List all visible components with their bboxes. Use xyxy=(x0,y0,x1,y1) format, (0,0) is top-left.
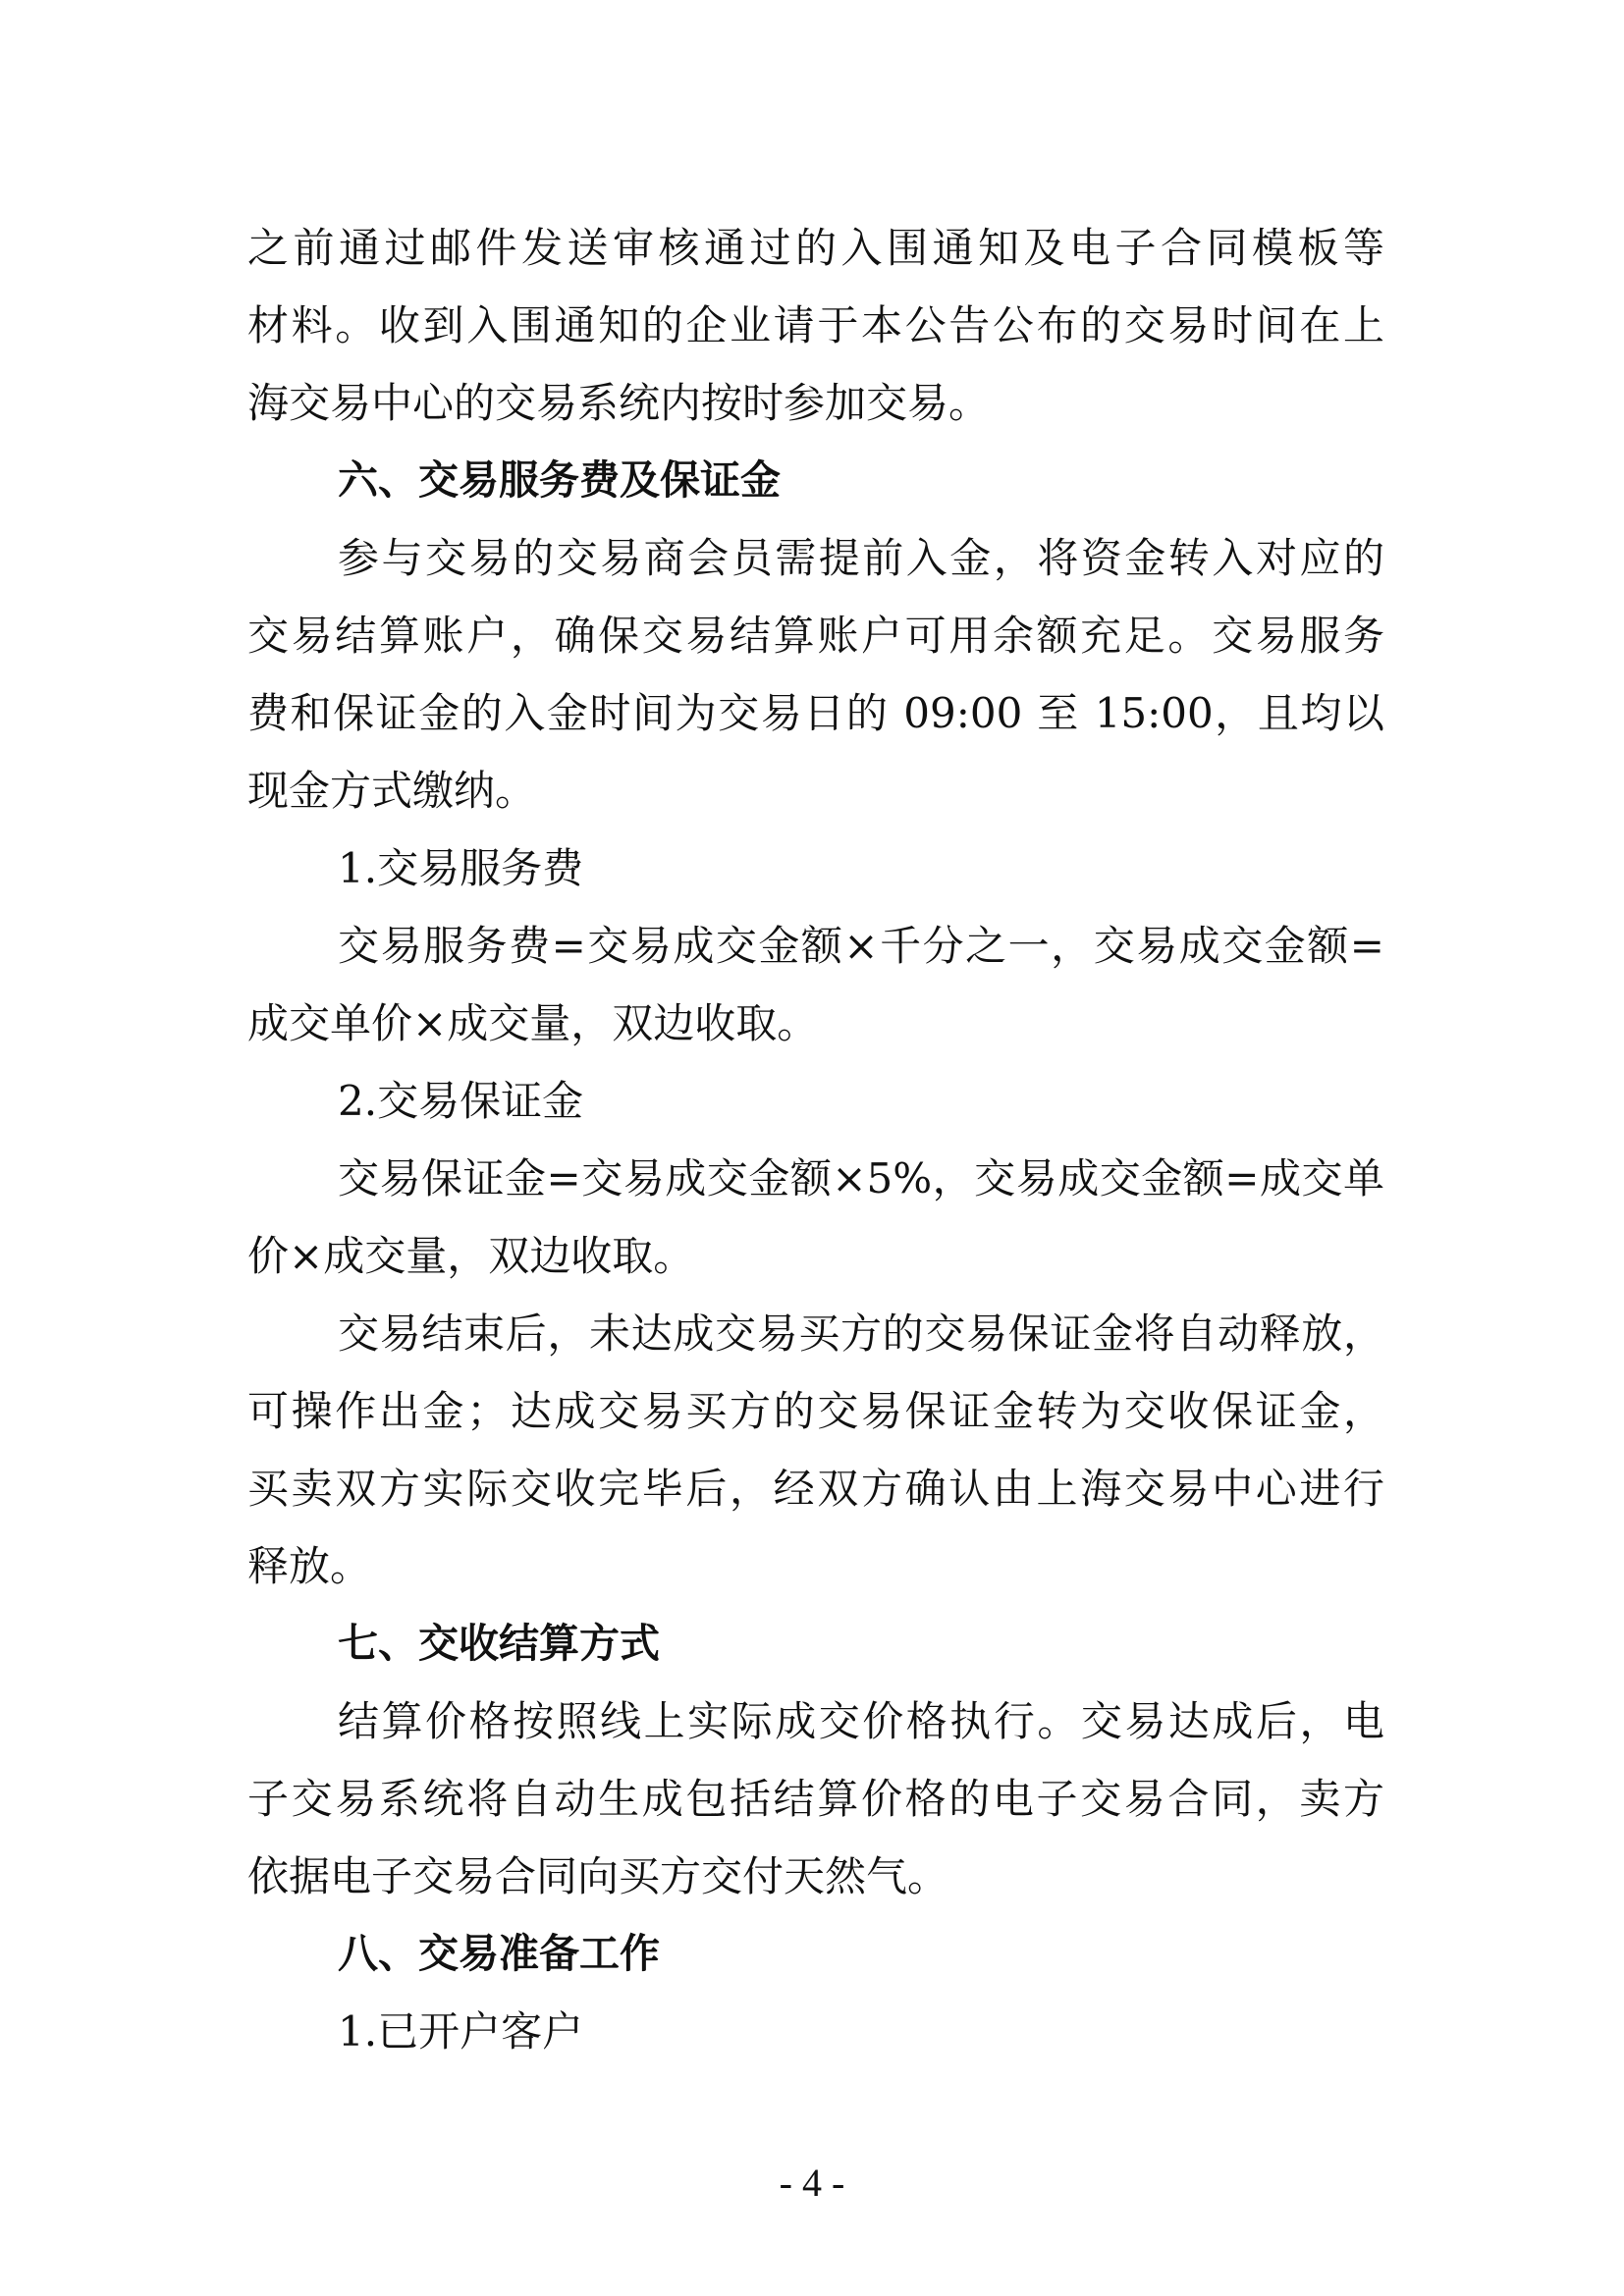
text-line: 交易结算账户，确保交易结算账户可用余额充足。交易服务 xyxy=(247,612,1384,660)
text-line: 成交单价×成交量，双边收取。 xyxy=(247,999,819,1047)
text-line: 可操作出金；达成交易买方的交易保证金转为交收保证金， xyxy=(247,1387,1384,1435)
text-line: 1.已开户客户 xyxy=(338,2007,584,2056)
text-line: 费和保证金的入金时间为交易日的 09:00 至 15:00，且均以 xyxy=(247,689,1384,737)
text-line: 参与交易的交易商会员需提前入金，将资金转入对应的 xyxy=(338,534,1384,582)
text-line: 之前通过邮件发送审核通过的入围通知及电子合同模板等 xyxy=(247,224,1384,272)
document-body xyxy=(247,209,1384,2070)
section-heading: 七、交收结算方式 xyxy=(338,1620,660,1667)
section-heading: 六、交易服务费及保证金 xyxy=(338,456,781,504)
text-line: 依据电子交易合同向买方交付天然气。 xyxy=(247,1852,949,1900)
text-line: 1.交易服务费 xyxy=(338,844,584,892)
text-line: 子交易系统将自动生成包括结算价格的电子交易合同，卖方 xyxy=(247,1775,1384,1823)
text-line: 材料。收到入围通知的企业请于本公告公布的交易时间在上 xyxy=(247,301,1384,349)
text-line: 价×成交量，双边收取。 xyxy=(247,1232,695,1280)
section-heading: 八、交易准备工作 xyxy=(338,1930,660,1977)
text-line: 释放。 xyxy=(247,1542,372,1590)
text-line: 交易保证金=交易成交金额×5%，交易成交金额=成交单 xyxy=(338,1154,1384,1202)
text-line: 现金方式缴纳。 xyxy=(247,767,537,815)
page-number: - 4 - xyxy=(779,2161,845,2205)
text-line: 交易结束后，未达成交易买方的交易保证金将自动释放， xyxy=(338,1309,1384,1358)
text-line: 交易服务费=交易成交金额×千分之一，交易成交金额= xyxy=(338,922,1384,970)
text-line: 海交易中心的交易系统内按时参加交易。 xyxy=(247,379,991,427)
text-line: 买卖双方实际交收完毕后，经双方确认由上海交易中心进行 xyxy=(247,1465,1384,1513)
text-line: 结算价格按照线上实际成交价格执行。交易达成后，电 xyxy=(338,1697,1384,1745)
text-line: 2.交易保证金 xyxy=(338,1077,584,1125)
